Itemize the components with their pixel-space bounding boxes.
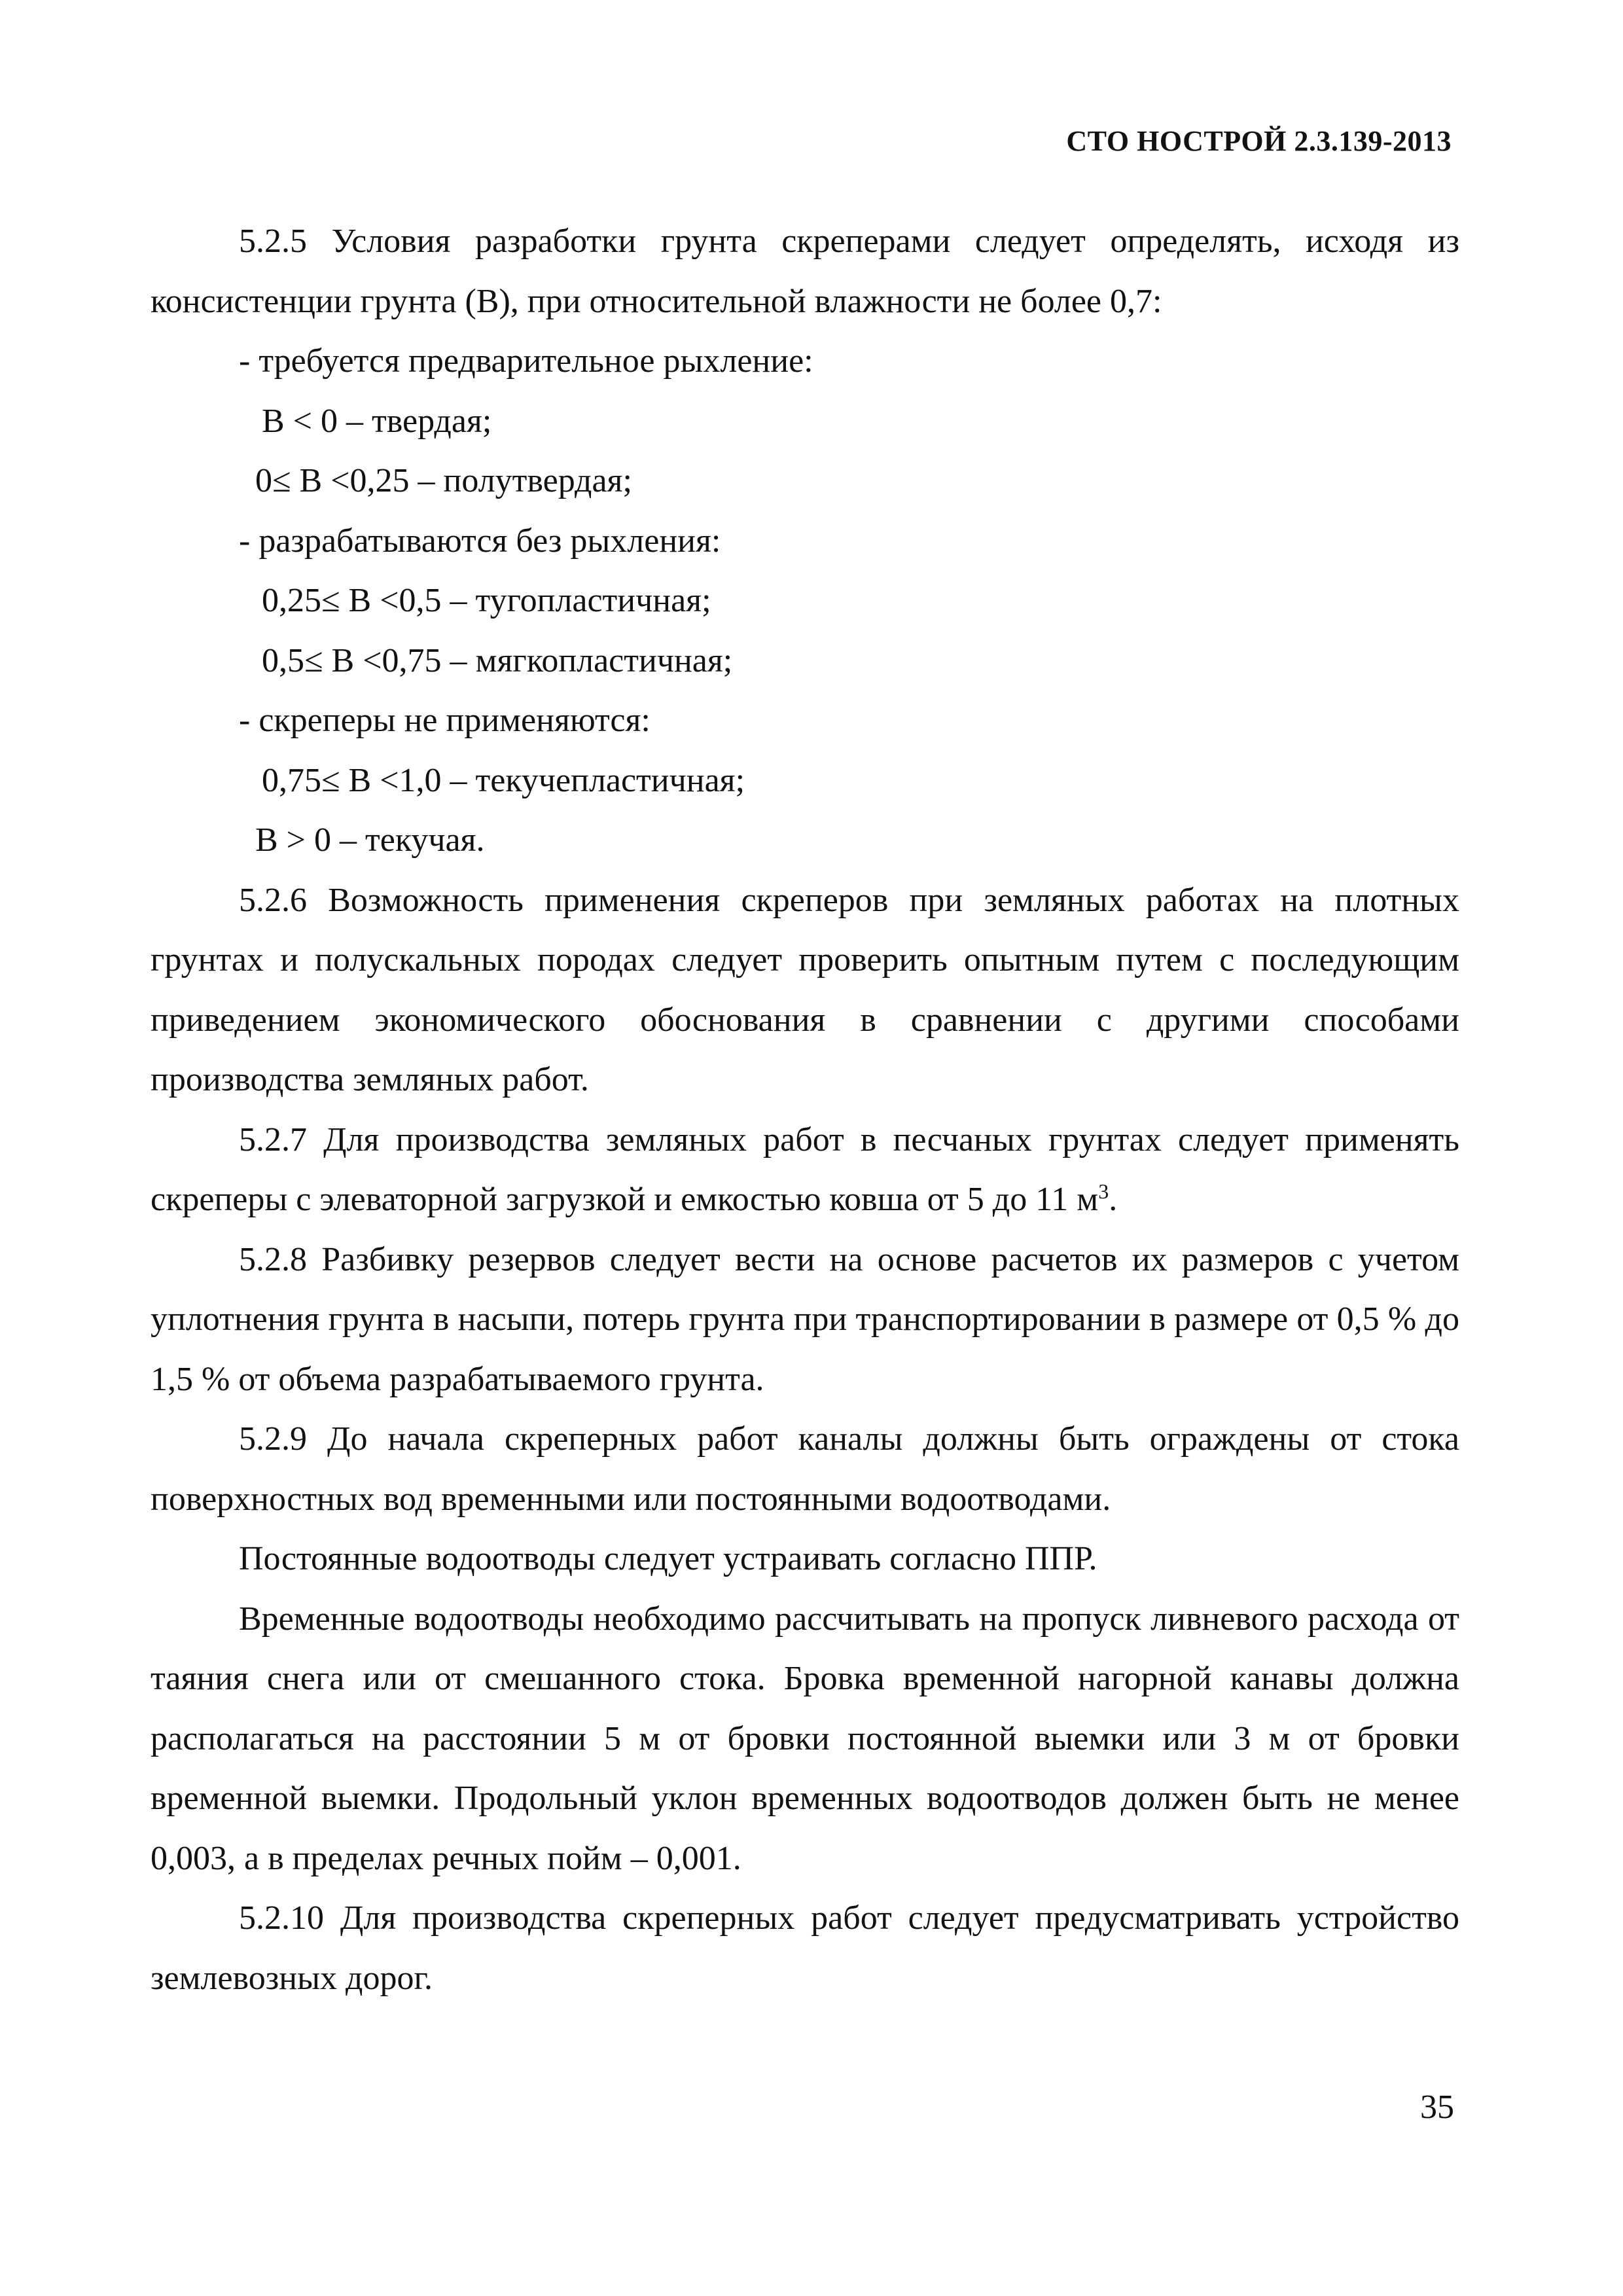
- paragraph-5-2-8: 5.2.8 Разбивку резервов следует вести на основе расчетов их размеров с учетом уплотнения грунта в насыпи, потерь грунта при транспортировании в размере от 0,5 % до 1,5 % от объема разрабатываемого грунта.: [151, 1240, 1459, 1398]
- group-title-without-loosening: - разрабатываются без рыхления:: [239, 522, 721, 560]
- paragraph-5-2-7: [151, 1110, 1459, 1230]
- document-code-header: СТО НОСТРОЙ 2.3.139-2013: [1066, 125, 1452, 157]
- group-title-loosening-required: - требуется предварительное рыхление:: [239, 342, 813, 380]
- paragraph-5-2-9: 5.2.9 До начала скреперных работ каналы должны быть ограждены от стока поверхностных вод временными или постоянными водоотводами.: [151, 1420, 1459, 1518]
- page-body: [151, 211, 1459, 2008]
- paragraph-5-2-6: 5.2.6 Возможность применения скреперов при земляных работах на плотных грунтах и полускальных породах следует проверить опытным путем с последующим приведением экономического обоснования в сравнении с другими способами производства земляных работ.: [151, 881, 1459, 1098]
- condition-semi-hard: 0≤ В <0,25 – полутвердая;: [255, 462, 632, 499]
- paragraph-5-2-7-text: 5.2.7 Для производства земляных работ в песчаных грунтах следует применять скреперы с элеваторной загрузкой и емкостью ковша от 5 до 11 м: [151, 1121, 1459, 1218]
- group-title-not-applicable: - скреперы не применяются:: [239, 702, 651, 739]
- paragraph-5-2-5-intro: 5.2.5 Условия разработки грунта скреперами следует определять, исходя из консистенции грунта (В), при относительной влажности не более 0,7:: [151, 223, 1459, 320]
- condition-soft-plastic: 0,5≤ В <0,75 – мягкопластичная;: [262, 641, 733, 679]
- cubic-superscript: 3: [1098, 1179, 1109, 1203]
- condition-stiff-plastic: 0,25≤ В <0,5 – тугопластичная;: [262, 582, 711, 619]
- paragraph-5-2-10: 5.2.10 Для производства скреперных работ следует предусматривать устройство землевозных дорог.: [151, 1899, 1459, 1997]
- condition-hard: В < 0 – твердая;: [262, 402, 492, 440]
- condition-fluid: В > 0 – текучая.: [255, 821, 485, 859]
- paragraph-permanent-drains: Постоянные водоотводы следует устраивать согласно ППР.: [239, 1540, 1097, 1577]
- paragraph-5-2-7-tail: .: [1109, 1181, 1118, 1218]
- page-number: 35: [1420, 2089, 1454, 2126]
- paragraph-temporary-drains: Временные водоотводы необходимо рассчитывать на пропуск ливневого расхода от таяния снега или от смешанного стока. Бровка временной нагорной канавы должна располагаться на расстоянии 5 м от бровки постоянной выемки или 3 м от бровки временной выемки. Продольный уклон временных водоотводов должен быть не менее 0,003, а в пределах речных пойм – 0,001.: [151, 1600, 1459, 1877]
- condition-fluid-plastic: 0,75≤ В <1,0 – текучепластичная;: [262, 761, 745, 799]
